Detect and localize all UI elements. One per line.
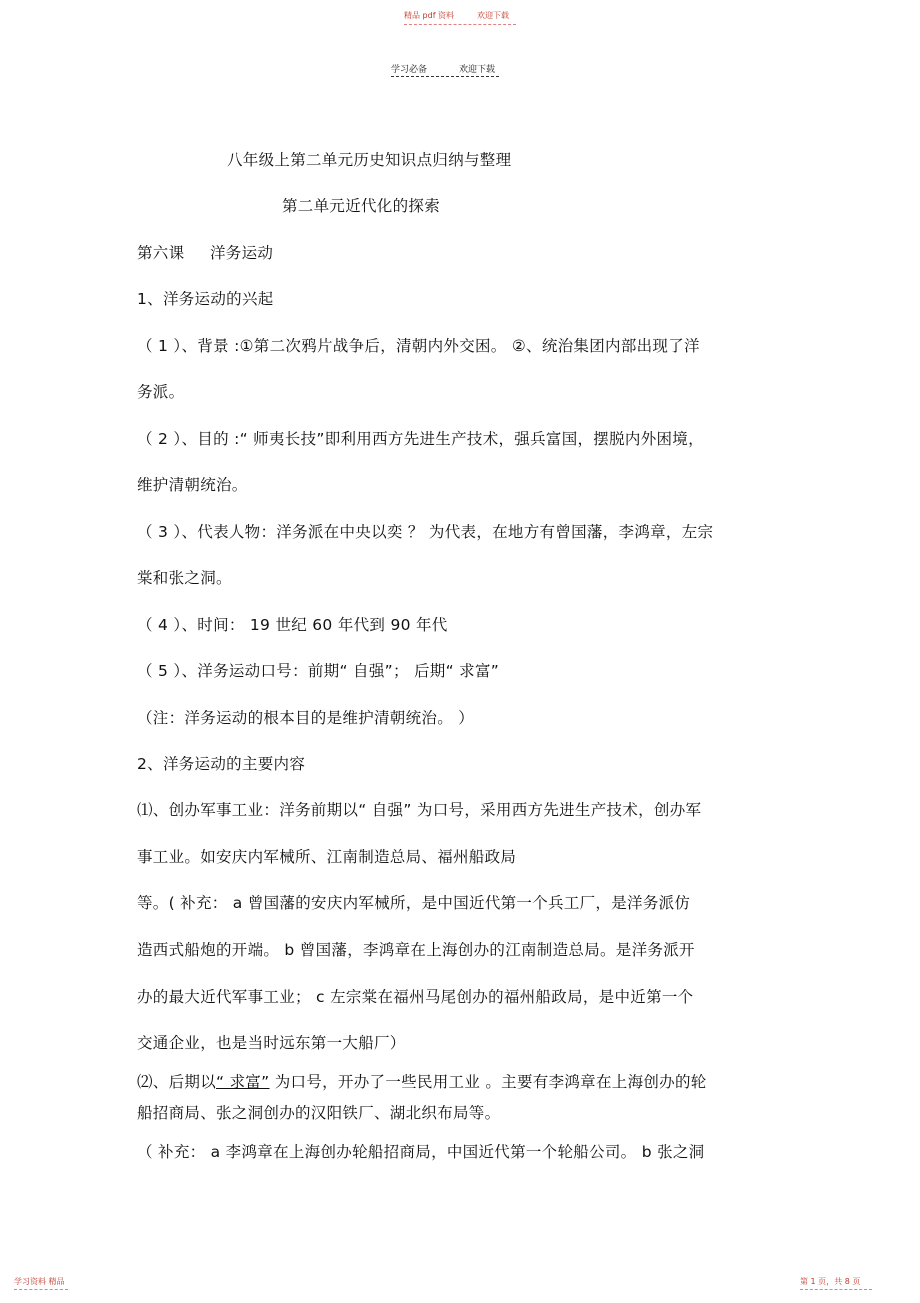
text-line: （ 2 ）、目的 :“ 师夷长技”即利用西方先进生产技术，强兵富国，摆脱内外困境， (137, 430, 704, 448)
footer-right-divider (800, 1289, 872, 1290)
lesson-name: 洋务运动 (210, 244, 274, 262)
section-heading: 1、洋务运动的兴起 (137, 290, 274, 308)
text-line: （ 5 ）、洋务运动口号：前期“ 自强”； 后期“ 求富” (137, 662, 500, 680)
text-line: （ 3 ）、代表人物：洋务派在中央以奕 ？ 为代表，在地方有曾国藩，李鸿章，左宗 (137, 523, 714, 541)
text-line: （ 1 ）、背景 :①第二次鸦片战争后，清朝内外交困。 ②、统治集团内部出现了洋 (137, 337, 700, 355)
text-line: 交通企业，也是当时远东第一大船厂） (137, 1034, 406, 1052)
text-line (137, 1070, 707, 1092)
top-banner-divider (404, 24, 516, 25)
top-banner-left: 精品 pdf 资料 (404, 11, 455, 20)
footer-left: 学习资料 精品 (14, 1277, 65, 1286)
section-heading: 2、洋务运动的主要内容 (137, 755, 306, 773)
page-header-divider (391, 76, 499, 77)
page-header-left: 学习必备 (391, 65, 428, 75)
page-header-right: 欢迎下载 (459, 65, 496, 75)
text-line: （注：洋务运动的根本目的是维护清朝统治。 ） (137, 709, 475, 727)
text-line: 等。( 补充： a 曾国藩的安庆内军械所，是中国近代第一个兵工厂，是洋务派仿 (137, 894, 691, 912)
unit-subtitle: 第二单元近代化的探索 (282, 197, 441, 215)
text-line: ⑴、创办军事工业：洋务前期以“ 自强” 为口号，采用西方先进生产技术，创办军 (137, 801, 702, 819)
text-line: 船招商局、张之洞创办的汉阳铁厂、湖北织布局等。 (137, 1104, 501, 1122)
text-line: 事工业。如安庆内军械所、江南制造总局、福州船政局 (137, 848, 517, 866)
text-line: 维护清朝统治。 (137, 476, 248, 494)
page-title: 八年级上第二单元历史知识点归纳与整理 (227, 151, 512, 169)
line-suffix: 为口号，开办了一些民用工业 。主要有李鸿章在上海创办的轮 (269, 1073, 707, 1091)
text-line: 棠和张之洞。 (137, 569, 232, 587)
text-line: 造西式船炮的开端。 b 曾国藩，李鸿章在上海创办的江南制造总局。是洋务派开 (137, 941, 695, 959)
lesson-number: 第六课 (137, 244, 185, 262)
footer-page-number: 第 1 页，共 8 页 (800, 1277, 861, 1286)
line-prefix: ⑵、后期以 (137, 1073, 217, 1091)
footer-left-divider (14, 1289, 68, 1290)
top-banner-right: 欢迎下载 (477, 11, 509, 20)
text-line: 务派。 (137, 383, 185, 401)
underlined-term: “ 求富” (216, 1073, 270, 1091)
text-line: （ 4 ）、时间： 19 世纪 60 年代到 90 年代 (137, 616, 448, 634)
text-line: （ 补充： a 李鸿章在上海创办轮船招商局，中国近代第一个轮船公司。 b 张之洞 (137, 1143, 705, 1161)
text-line: 办的最大近代军事工业； c 左宗棠在福州马尾创办的福州船政局，是中近第一个 (137, 988, 694, 1006)
